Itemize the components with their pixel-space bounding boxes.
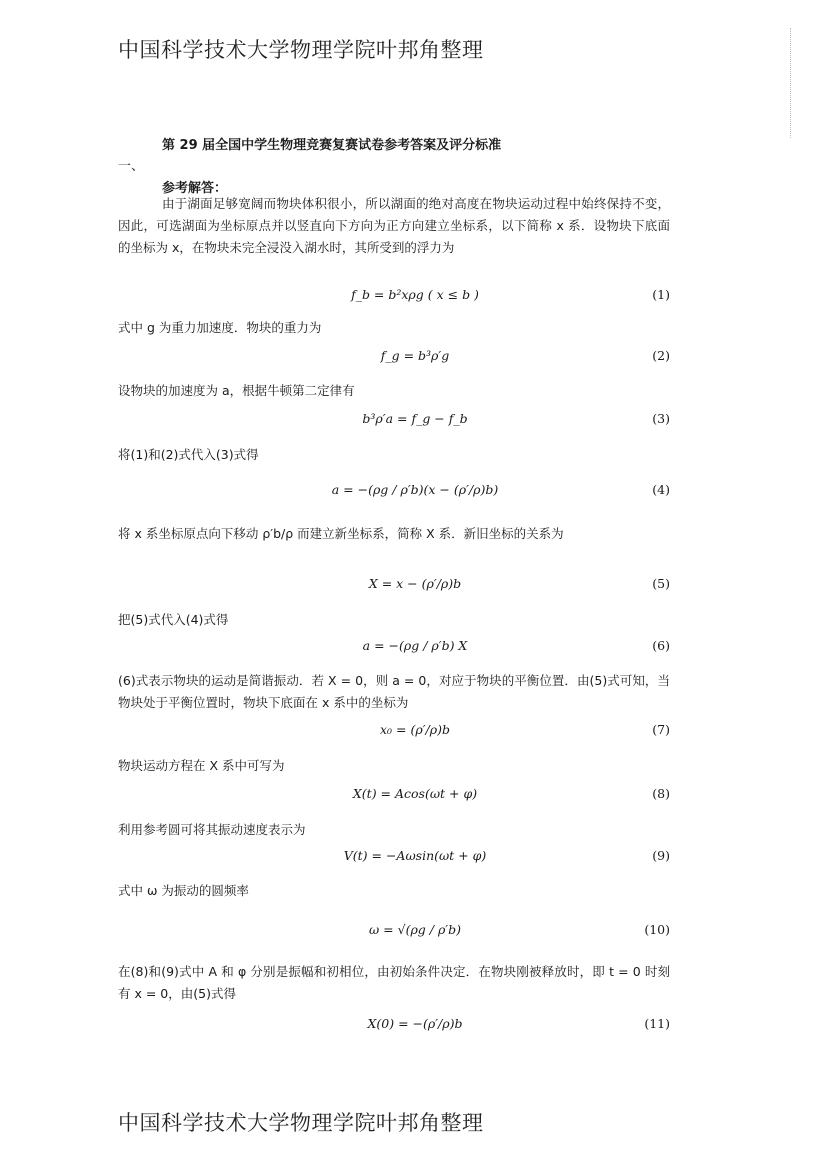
equation-number: (11) xyxy=(644,1016,670,1031)
paragraph: 利用参考圆可将其振动速度表示为 xyxy=(118,822,306,837)
section-number: 一、 xyxy=(118,159,145,174)
paragraph: 在(8)和(9)式中 A 和 φ 分别是振幅和初相位，由初始条件决定．在物块刚被释放时，即 t = 0 时刻有 x = 0，由(5)式得 xyxy=(118,964,670,1001)
equation: V(t) = −Aωsin(ωt + φ) xyxy=(343,848,487,863)
equation: a = −(ρg / ρ′b)(x − (ρ′/ρ)b) xyxy=(331,482,499,497)
paragraph: 式中 ω 为振动的圆频率 xyxy=(118,883,249,898)
paragraph: 把(5)式代入(4)式得 xyxy=(118,612,229,627)
equation-number: (2) xyxy=(652,348,670,363)
subheading: 参考解答： xyxy=(162,181,228,196)
equation-number: (10) xyxy=(644,922,670,937)
page-header-watermark: 中国科学技术大学物理学院叶邦角整理 xyxy=(118,38,484,62)
equation: X(t) = Acos(ωt + φ) xyxy=(352,786,478,801)
paragraph: 将 x 系坐标原点向下移动 ρ′b/ρ 而建立新坐标系，简称 X 系．新旧坐标的关系为 xyxy=(118,526,564,541)
equation-number: (3) xyxy=(652,411,670,426)
equation: a = −(ρg / ρ′b) X xyxy=(362,638,468,653)
paragraph: 将(1)和(2)式代入(3)式得 xyxy=(118,447,259,462)
paragraph: 式中 g 为重力加速度．物块的重力为 xyxy=(118,320,322,335)
equation: X = x − (ρ′/ρ)b xyxy=(368,576,462,591)
paragraph: 设物块的加速度为 a，根据牛顿第二定律有 xyxy=(118,383,355,398)
equation: x₀ = (ρ′/ρ)b xyxy=(380,722,450,737)
equation: f_b = b²xρg ( x ≤ b ) xyxy=(351,287,479,302)
equation-number: (5) xyxy=(652,576,670,591)
equation: f_g = b³ρ′g xyxy=(380,348,450,363)
equation-number: (9) xyxy=(652,848,670,863)
equation: ω = √(ρg / ρ′b) xyxy=(368,922,462,937)
document-title: 第 29 届全国中学生物理竞赛复赛试卷参考答案及评分标准 xyxy=(162,138,502,153)
equation-number: (4) xyxy=(652,482,670,497)
equation-number: (7) xyxy=(652,722,670,737)
page-footer-watermark: 中国科学技术大学物理学院叶邦角整理 xyxy=(118,1111,484,1135)
paragraph: 物块运动方程在 X 系中可写为 xyxy=(118,758,285,773)
equation-number: (1) xyxy=(652,287,670,302)
equation: X(0) = −(ρ′/ρ)b xyxy=(367,1016,463,1031)
equation-number: (8) xyxy=(652,786,670,801)
scan-edge-mark xyxy=(789,28,791,138)
paragraph: (6)式表示物块的运动是简谐振动．若 X = 0，则 a = 0，对应于物块的平衡位置．由(5)式可知，当物块处于平衡位置时，物块下底面在 x 系中的坐标为 xyxy=(118,673,670,710)
equation: b³ρ′a = f_g − f_b xyxy=(362,411,468,426)
equation-number: (6) xyxy=(652,638,670,653)
paragraph: 由于湖面足够宽阔而物块体积很小，所以湖面的绝对高度在物块运动过程中始终保持不变，因此，可选湖面为坐标原点并以竖直向下方向为正方向建立坐标系，以下简称 x 系．设物块下底面的坐标为 x，在物块未完全浸没入湖水时，其所受到的浮力为 xyxy=(118,196,670,255)
